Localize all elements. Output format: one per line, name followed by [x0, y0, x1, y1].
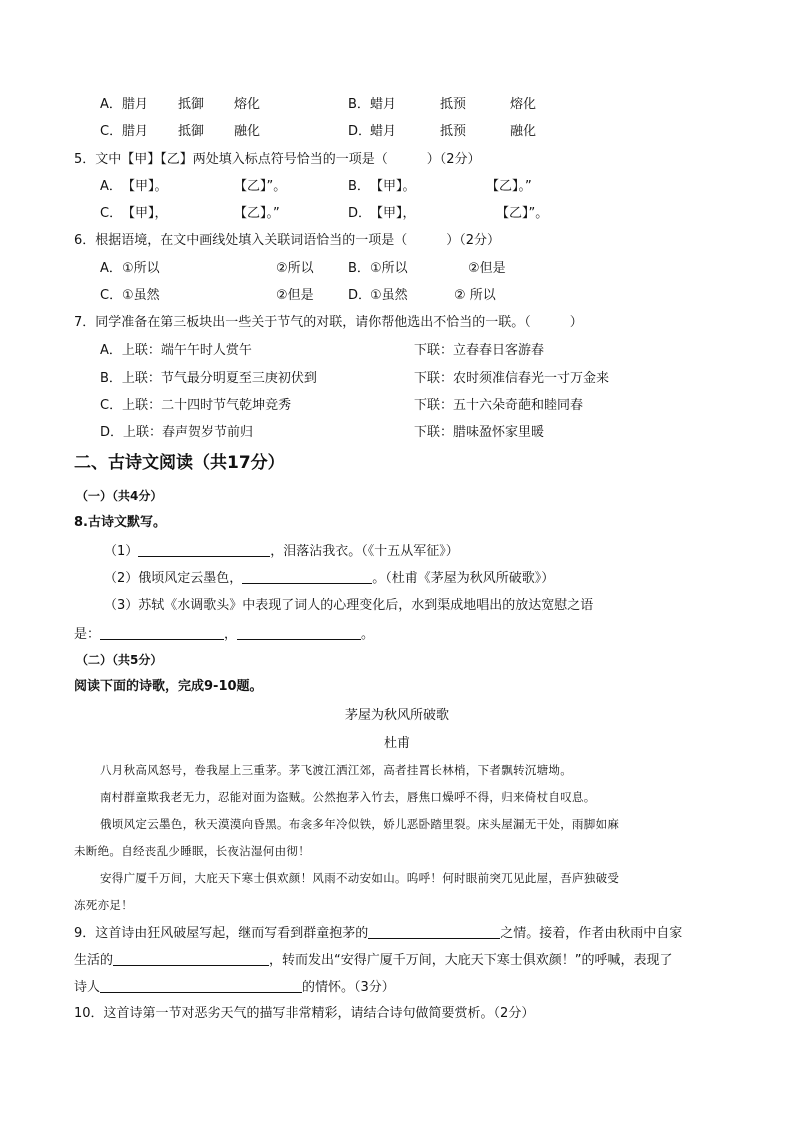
- option-text: ①虽然: [122, 288, 160, 303]
- option-text: 【乙】”。: [234, 179, 287, 194]
- q8-3-prefix: 是：: [74, 627, 101, 642]
- option-label: B．: [348, 97, 370, 112]
- poem-line: 未断绝。自经丧乱少睡眠，长夜沾湿何由彻！: [74, 844, 310, 858]
- q9-line-3: [74, 979, 395, 996]
- poem-line: 南村群童欺我老无力，忍能对面为盗贼。公然抱茅入竹去，唇焦口燥呼不得，归来倚杖自叹息。: [100, 790, 596, 804]
- answer-blank[interactable]: [100, 979, 302, 993]
- option-text: 【甲】。: [370, 179, 416, 194]
- option-text: 【乙】。”: [234, 206, 280, 221]
- couplet-b-up: B．上联：节气最分明夏至三庚初伏到: [100, 371, 317, 386]
- reading-prompt: 阅读下面的诗歌，完成9-10题。: [74, 679, 263, 694]
- option-word: 抵预: [440, 97, 467, 112]
- couplet-b-down: 下联：农时须准信春光一寸万金来: [414, 371, 610, 386]
- option-text: 【甲】。: [122, 179, 168, 194]
- q8-3-comma: ，: [224, 627, 238, 642]
- option-label: B．: [348, 261, 370, 276]
- answer-blank[interactable]: [100, 626, 224, 640]
- option-word: 熔化: [510, 97, 537, 112]
- section-title: 二、古诗文阅读（共17分）: [74, 453, 285, 473]
- q9-text: 之情。接着，作者由秋雨中自家: [500, 926, 683, 941]
- option-word: 抵御: [178, 124, 205, 139]
- poem-line: 安得广厦千万间，大庇天下寒士俱欢颜！风雨不动安如山。呜呼！何时眼前突兀见此屋，吾庐独破受: [100, 871, 620, 885]
- q8-2-prefix: （2）俄顷风定云墨色，: [104, 571, 243, 586]
- option-text: 【乙】”。: [496, 206, 549, 221]
- q5-stem: 5．文中【甲】【乙】两处填入标点符号恰当的一项是（ ）（2分）: [74, 152, 481, 167]
- option-text: 【甲】，: [122, 206, 168, 221]
- q9-line-2: [74, 952, 673, 969]
- q8-line-2: [104, 570, 554, 587]
- option-text: ①虽然: [370, 288, 408, 303]
- option-text: ②所以: [276, 261, 314, 276]
- couplet-c-up: C．上联：二十四时节气乾坤竞秀: [100, 398, 292, 413]
- answer-blank[interactable]: [237, 626, 361, 640]
- answer-blank[interactable]: [138, 543, 270, 557]
- q8-3-end: 。: [361, 627, 375, 642]
- couplet-d-up: D．上联：春声贺岁节前归: [100, 425, 254, 440]
- option-word: 腊月: [122, 124, 149, 139]
- q8-line-1: [104, 543, 459, 560]
- option-text: ②但是: [468, 261, 506, 276]
- couplet-a-down: 下联：立春春日客游春: [414, 343, 545, 358]
- option-label: D．: [348, 206, 372, 221]
- option-label: C．: [100, 206, 123, 221]
- q9-line-1: [74, 925, 682, 942]
- poem-line: 冻死亦足！: [74, 898, 133, 912]
- couplet-d-down: 下联：腊味盈怀家里暖: [414, 425, 545, 440]
- poem-author: 杜甫: [383, 736, 410, 751]
- option-label: D．: [348, 288, 372, 303]
- couplet-c-down: 下联：五十六朵奇葩和睦同春: [414, 398, 584, 413]
- option-word: 熔化: [234, 97, 261, 112]
- option-word: 腊月: [122, 97, 149, 112]
- option-word: 抵御: [178, 97, 205, 112]
- option-word: 融化: [510, 124, 537, 139]
- q8-1-prefix: （1）: [104, 544, 139, 559]
- q7-stem: 7．同学准备在第三板块出一些关于节气的对联，请你帮他选出不恰当的一联。（ ）: [74, 315, 583, 330]
- option-word: 蜡月: [370, 97, 397, 112]
- q8-2-suffix: 。（杜甫《茅屋为秋风所破歌》）: [372, 571, 555, 586]
- part-heading: （一）（共4分）: [76, 489, 163, 503]
- option-text: ② 所以: [454, 288, 496, 303]
- q8-line-3-answer: [74, 626, 374, 643]
- q9-text: 诗人: [74, 980, 101, 995]
- answer-blank[interactable]: [242, 570, 372, 584]
- q10-stem: 10．这首诗第一节对恶劣天气的描写非常精彩，请结合诗句做简要赏析。（2分）: [74, 1006, 535, 1021]
- answer-blank[interactable]: [113, 952, 269, 966]
- option-label: D．: [348, 124, 372, 139]
- option-label: A．: [100, 97, 122, 112]
- option-text: 【乙】。”: [486, 179, 532, 194]
- option-text: ①所以: [122, 261, 160, 276]
- q9-text: 的情怀。（3分）: [302, 980, 395, 995]
- q8-title: 8.古诗文默写。: [74, 515, 166, 530]
- option-label: B．: [348, 179, 370, 194]
- q6-stem: 6．根据语境，在文中画线处填入关联词语恰当的一项是（ ）（2分）: [74, 233, 501, 248]
- option-word: 蜡月: [370, 124, 397, 139]
- q8-1-suffix: ，泪落沾我衣。（《十五从军征》）: [270, 544, 459, 559]
- option-text: 【甲】，: [370, 206, 416, 221]
- option-label: A．: [100, 179, 122, 194]
- option-label: C．: [100, 124, 123, 139]
- option-label: A．: [100, 261, 122, 276]
- option-label: C．: [100, 288, 123, 303]
- q9-text: 生活的: [74, 953, 114, 968]
- part-heading: （二）（共5分）: [76, 653, 163, 667]
- option-text: ①所以: [370, 261, 408, 276]
- option-word: 融化: [234, 124, 261, 139]
- couplet-a-up: A．上联：端午午时人赏午: [100, 343, 252, 358]
- q9-text: ，转而发出“安得广厦千万间，大庇天下寒士俱欢颜！”的呼喊，表现了: [269, 953, 673, 968]
- option-word: 抵预: [440, 124, 467, 139]
- answer-blank[interactable]: [368, 925, 500, 939]
- poem-line: 八月秋高风怒号，卷我屋上三重茅。茅飞渡江洒江郊，高者挂罥长林梢，下者飘转沉塘坳。: [100, 763, 572, 777]
- option-text: ②但是: [276, 288, 314, 303]
- q9-text: 9．这首诗由狂风破屋写起，继而写看到群童抱茅的: [74, 926, 369, 941]
- q8-line-3: （3）苏轼《水调歌头》中表现了词人的心理变化后，水到渠成地唱出的放达宽慰之语: [104, 598, 594, 613]
- poem-title: 茅屋为秋风所破歌: [344, 708, 449, 723]
- poem-line: 俄顷风定云墨色，秋天漠漠向昏黑。布衾多年冷似铁，娇儿恶卧踏里裂。床头屋漏无干处，雨脚如麻: [100, 817, 620, 831]
